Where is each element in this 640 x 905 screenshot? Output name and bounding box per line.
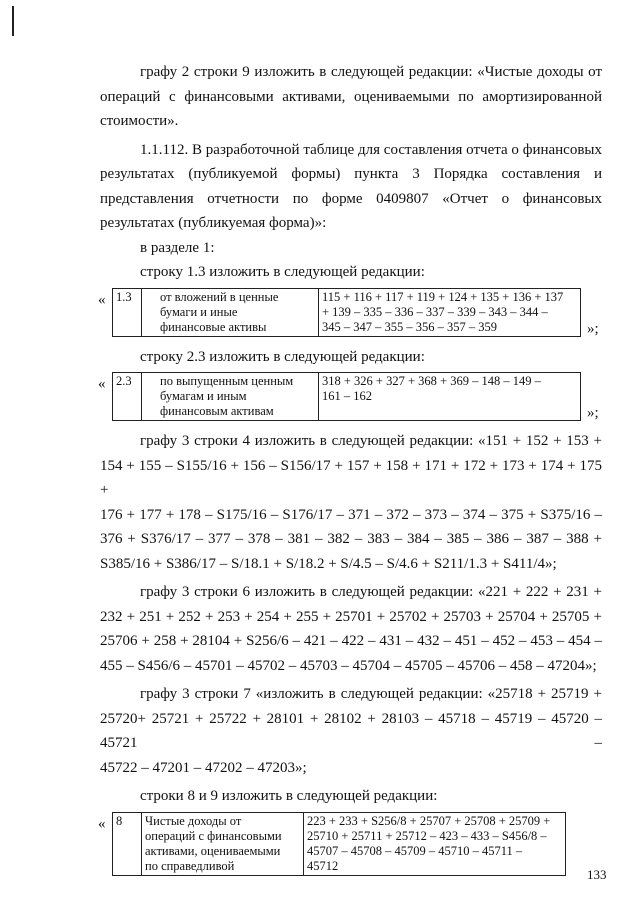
row-number: 8 bbox=[113, 812, 142, 875]
row-name: по выпущенным ценным бумагам и иным финансовым активам bbox=[142, 373, 319, 421]
paragraph: 25720+ 25721 + 25722 + 28101 + 28102 + 28103 – 45718 – 45719 – 45720 – 45721 – bbox=[100, 710, 602, 751]
row-name: от вложений в ценные бумаги и иные финансовые активы bbox=[142, 288, 319, 336]
close-quote: »; bbox=[587, 405, 599, 421]
paragraph: графу 3 строки 6 изложить в следующей редакции: «221 + 222 + 231 + bbox=[140, 584, 602, 600]
paragraph: результатах (публикуемой формы) пункта 3 Порядка составления и bbox=[100, 166, 602, 182]
table-row-2-3 bbox=[100, 372, 602, 421]
document-page bbox=[100, 60, 602, 884]
open-quote: « bbox=[98, 291, 106, 308]
row-name: Чистые доходы от операций с финансовыми активами, оцениваемыми по справедливой bbox=[142, 812, 304, 875]
paragraph: S385/16 + S386/17 – S/18.1 + S/18.2 + S/4.5 – S/4.6 + S211/1.3 + S411/4»; bbox=[100, 555, 557, 572]
paragraph: в разделе 1: bbox=[140, 239, 215, 256]
close-quote: »; bbox=[587, 320, 599, 337]
row-table bbox=[112, 288, 581, 337]
row-formula: 115 + 116 + 117 + 119 + 124 + 135 + 136 + 137 + 139 – 335 – 336 – 337 – 339 – 343 – 344 – 345 – 347 – 355 – 356 – 357 – 359 bbox=[319, 288, 581, 336]
paragraph: представления отчетности по форме 0409807 «Отчет о финансовых bbox=[100, 190, 602, 207]
row-number: 2.3 bbox=[113, 373, 142, 421]
open-quote: « bbox=[98, 815, 106, 832]
row-formula: 223 + 233 + S256/8 + 25707 + 25708 + 25709 + 25710 + 25711 + 25712 – 423 – 433 – S456/8 – 45707 – 45708 – 45709 – 45710 – 45711 – 45712 bbox=[304, 812, 566, 875]
table-row-8 bbox=[100, 812, 602, 876]
paragraph: графу 3 строки 7 «изложить в следующей редакции: «25718 + 25719 + bbox=[140, 686, 602, 702]
margin-mark bbox=[12, 6, 14, 36]
paragraph: строку 2.3 изложить в следующей редакции: bbox=[140, 348, 425, 365]
row-table bbox=[112, 372, 581, 421]
open-quote: « bbox=[98, 376, 106, 392]
paragraph: графу 3 строки 4 изложить в следующей редакции: «151 + 152 + 153 + bbox=[140, 433, 602, 449]
paragraph: 376 + S376/17 – 377 – 378 – 381 – 382 – 383 – 384 – 385 – 386 – 387 – 388 + bbox=[100, 531, 602, 547]
paragraph: строку 1.3 изложить в следующей редакции: bbox=[140, 264, 425, 280]
paragraph: операций с финансовыми активами, оцениваемыми по амортизированной bbox=[100, 88, 602, 105]
page-number: 133 bbox=[587, 867, 607, 882]
paragraph: 25706 + 258 + 28104 + S256/6 – 421 – 422 – 431 – 432 – 451 – 452 – 453 – 454 – bbox=[100, 633, 602, 649]
row-formula: 318 + 326 + 327 + 368 + 369 – 148 – 149 – 161 – 162 bbox=[319, 373, 581, 421]
paragraph: 154 + 155 – S155/16 + 156 – S156/17 + 157 + 158 + 171 + 172 + 173 + 174 + 175 + bbox=[100, 457, 602, 498]
paragraph: 45722 – 47201 – 47202 – 47203»; bbox=[100, 759, 307, 776]
paragraph: 1.1.112. В разработочной таблице для составления отчета о финансовых bbox=[140, 141, 602, 158]
paragraph: результатах (публикуемая форма)»: bbox=[100, 215, 327, 231]
row-table bbox=[112, 812, 566, 876]
paragraph: 232 + 251 + 252 + 253 + 254 + 255 + 25701 + 25702 + 25703 + 25704 + 25705 + bbox=[100, 608, 602, 625]
paragraph: 176 + 177 + 178 – S175/16 – S176/17 – 371 – 372 – 373 – 374 – 375 + S375/16 – bbox=[100, 506, 602, 523]
paragraph: графу 2 строки 9 изложить в следующей редакции: «Чистые доходы от bbox=[140, 64, 602, 80]
paragraph: строки 8 и 9 изложить в следующей редакции: bbox=[140, 788, 438, 804]
paragraph: стоимости». bbox=[100, 113, 179, 129]
paragraph: 455 – S456/6 – 45701 – 45702 – 45703 – 45704 – 45705 – 45706 – 458 – 47204»; bbox=[100, 657, 597, 674]
row-number: 1.3 bbox=[113, 288, 142, 336]
table-row-1-3 bbox=[100, 288, 602, 337]
